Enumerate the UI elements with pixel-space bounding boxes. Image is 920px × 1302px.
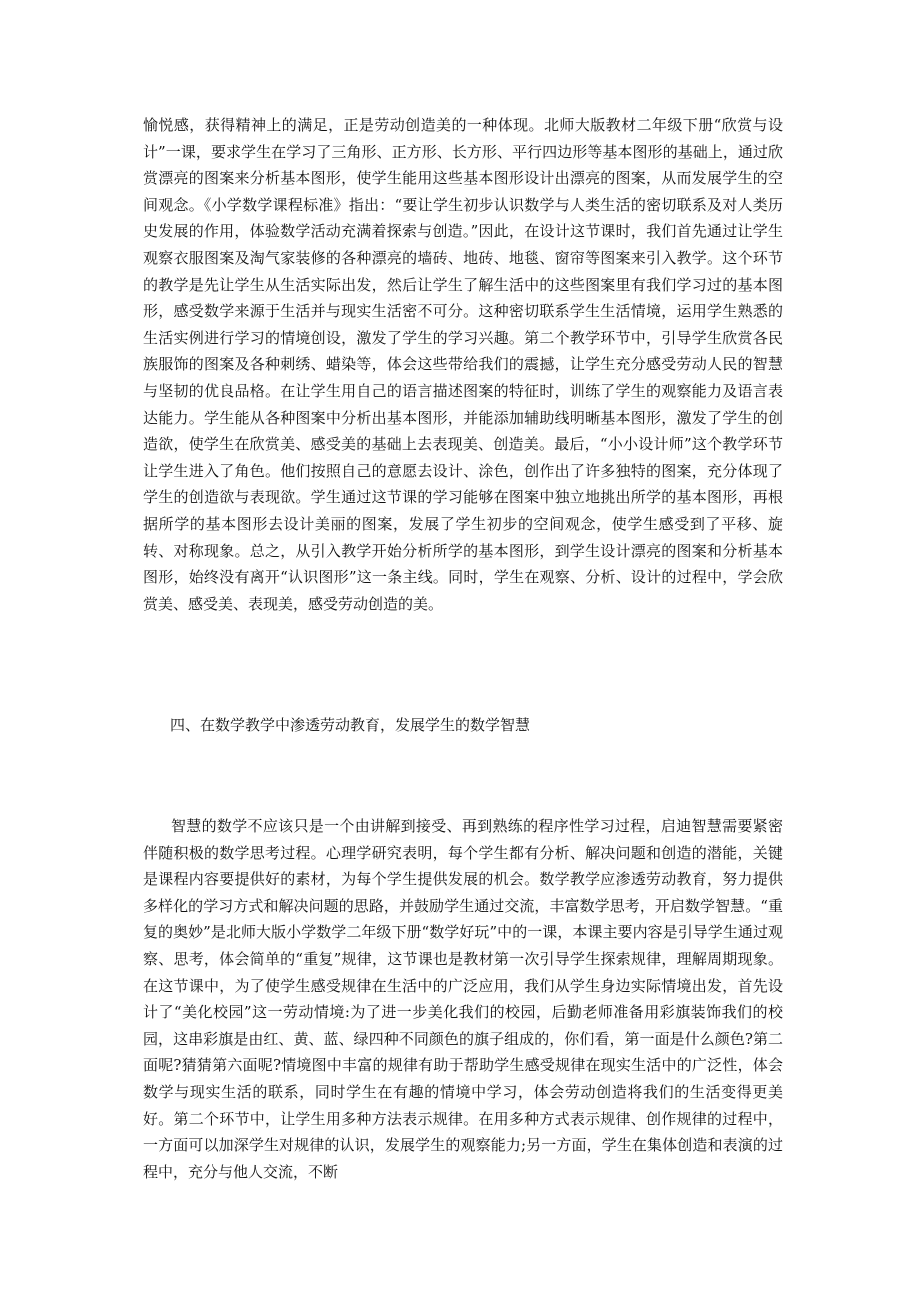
section-heading: 四、在数学教学中渗透劳动教育，发展学生的数学智慧 — [170, 716, 531, 734]
body-paragraph-1: 愉悦感，获得精神上的满足，正是劳动创造美的一种体现。北师大版教材二年级下册“欣赏与设计”一课，要求学生在学习了三角形、正方形、长方形、平行四边形等基本图形的基础上，通过欣赏漂亮的图案来分析基本图形，使学生能用这些基本图形设计出漂亮的图案，从而发展学生的空间观念。《小学数学课程标准》指出：“要让学生初步认识数学与人类生活的密切联系及对人类历史发展的作用，体验数学活动充满着探索与创造。”因此，在设计这节课时，我们首先通过让学生观察衣服图案及淘气家装修的各种漂亮的墙砖、地砖、地毯、窗帘等图案来引入教学。这个环节的教学是先让学生从生活实际出发，然后让学生了解生活中的这些图案里有我们学习过的基本图形，感受数学来源于生活并与现实生活密不可分。这种密切联系学生生活情境，运用学生熟悉的生活实例进行学习的情境创设，激发了学生的学习兴趣。第二个教学环节中，引导学生欣赏各民族服饰的图案及各种刺绣、蜡染等，体会这些带给我们的震撼，让学生充分感受劳动人民的智慧与坚韧的优良品格。在让学生用自己的语言描述图案的特征时，训练了学生的观察能力及语言表达能力。学生能从各种图案中分析出基本图形，并能添加辅助线明晰基本图形，激发了学生的创造欲，使学生在欣赏美、感受美的基础上去表现美、创造美。最后，“小小设计师”这个教学环节让学生进入了角色。他们按照自己的意愿去设计、涂色，创作出了许多独特的图案，充分体现了学生的创造欲与表现欲。学生通过这节课的学习能够在图案中独立地挑出所学的基本图形，再根据所学的基本图形去设计美丽的图案，发展了学生初步的空间观念，使学生感受到了平移、旋转、对称现象。总之，从引入教学开始分析所学的基本图形，到学生设计漂亮的图案和分析基本图形，始终没有离开“认识图形”这一条主线。同时，学生在观察、分析、设计的过程中，学会欣赏美、感受美、表现美，感受劳动创造的美。 — [143, 116, 783, 613]
body-paragraph-2: 智慧的数学不应该只是一个由讲解到接受、再到熟练的程序性学习过程，启迪智慧需要紧密伴随积极的数学思考过程。心理学研究表明，每个学生都有分析、解决问题和创造的潜能，关键是课程内容要提供好的素材，为每个学生提供发展的机会。数学教学应渗透劳动教育，努力提供多样化的学习方式和解决问题的思路，并鼓励学生通过交流，丰富数学思考，开启数学智慧。“重复的奥妙”是北师大版小学数学二年级下册“数学好玩”中的一课，本课主要内容是引导学生通过观察、思考，体会简单的“重复”规律，这节课也是教材第一次引导学生探索规律，理解周期现象。在这节课中，为了使学生感受规律在生活中的广泛应用，我们从学生身边实际情境出发，首先设计了“美化校园”这一劳动情境:为了进一步美化我们的校园，后勤老师准备用彩旗装饰我们的校园，这串彩旗是由红、黄、蓝、绿四种不同颜色的旗子组成的，你们看，第一面是什么颜色?第二面呢?猜猜第六面呢?情境图中丰富的规律有助于帮助学生感受规律在现实生活中的广泛性，体会数学与现实生活的联系，同时学生在有趣的情境中学习，体会劳动创造将我们的生活变得更美好。第二个环节中，让学生用多种方法表示规律。在用多种方式表示规律、创作规律的过程中，一方面可以加深学生对规律的认识，发展学生的观察能力;另一方面，学生在集体创造和表演的过程中，充分与他人交流，不断 — [143, 817, 783, 1181]
